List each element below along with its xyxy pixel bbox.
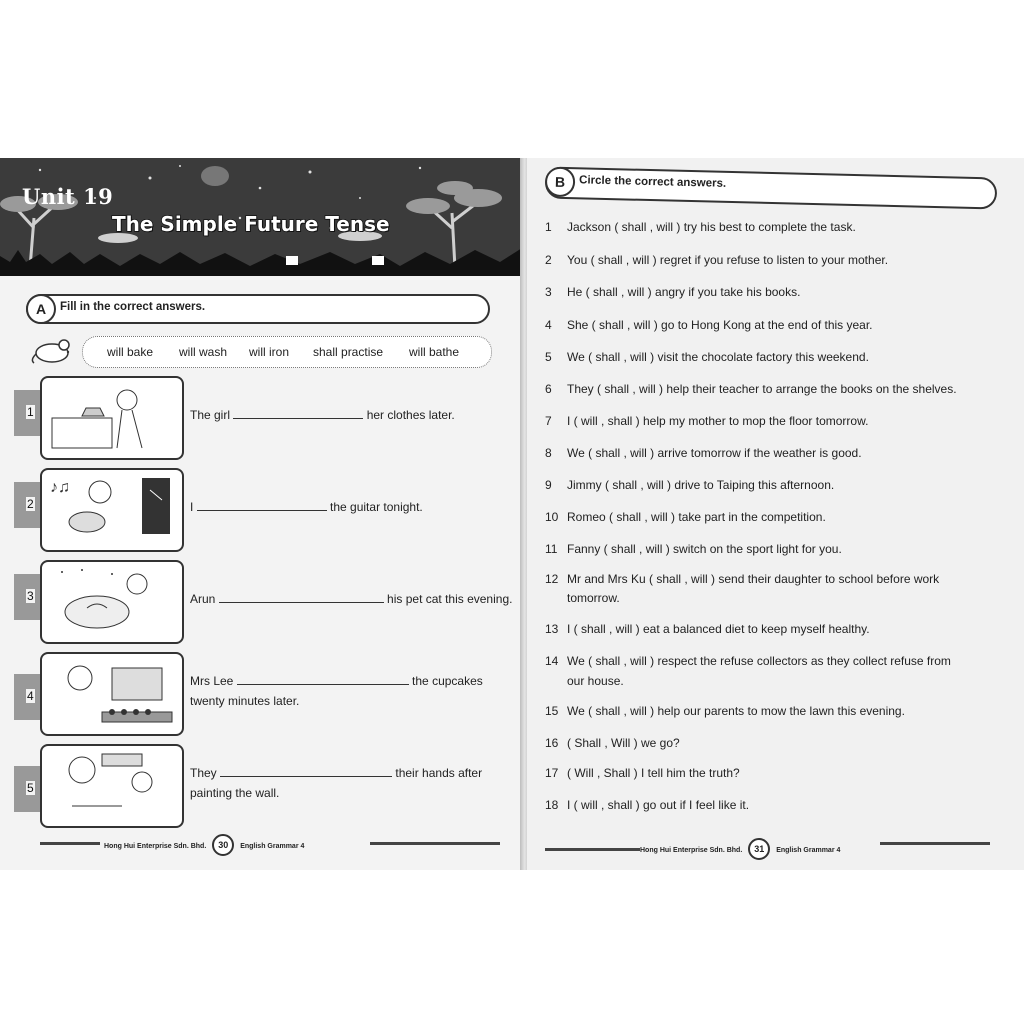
question-item [545,798,749,812]
question-number: 9 [545,478,552,492]
question-text: They ( shall , will ) help their teacher to arrange the books on the shelves. [567,382,957,396]
exercise-sentence [190,766,482,780]
question-text: We ( shall , will ) help our parents to mow the lawn this evening. [567,704,905,718]
word-bank-item: will wash [179,345,228,359]
question-number: 7 [545,414,552,428]
sentence-start: I [190,500,194,514]
question-text-line2: our house. [567,674,624,688]
question-item [545,220,856,234]
exercise-number: 4 [27,689,34,703]
exercise-number: 5 [27,781,34,795]
question-item [545,704,905,718]
sentence-start: Mrs Lee [190,674,234,688]
question-item [545,654,951,668]
answer-blank[interactable] [197,500,327,511]
word-bank [82,336,492,368]
question-item [545,318,873,332]
exercise-sentence-line2: painting the wall. [190,786,280,800]
girl-ironing-illustration [40,376,184,460]
question-item [545,736,680,750]
exercise-sentence [190,408,455,422]
sentence-end: the cupcakes [412,674,483,688]
question-number: 10 [545,510,559,524]
unit-banner [0,158,522,276]
question-number: 15 [545,704,559,718]
question-number: 3 [545,285,552,299]
question-text: I ( shall , will ) eat a balanced diet to keep myself healthy. [567,622,870,636]
answer-blank[interactable] [220,766,392,777]
word-bank-item: shall practise [313,345,384,359]
question-number: 14 [545,654,559,668]
question-text: ( Shall , Will ) we go? [567,736,680,750]
question-number: 1 [545,220,552,234]
word-bank-item: will bake [107,345,154,359]
answer-blank[interactable] [237,674,409,685]
question-item [545,572,939,586]
question-text: Mr and Mrs Ku ( shall , will ) send their daughter to school before work [567,572,940,586]
footer-rule [370,842,500,845]
left-page [0,158,522,870]
exercise-number: 3 [27,589,34,603]
question-item [545,542,842,556]
exercise-sentence [190,592,512,606]
question-item [545,285,800,299]
question-text: We ( shall , will ) visit the chocolate factory this weekend. [567,350,869,364]
boy-bathing-cat-illustration [40,560,184,644]
word-bank-item: will bathe [409,345,460,359]
section-a-header [26,294,490,324]
mouse-icon [30,338,80,364]
section-a-badge: A [26,294,56,324]
question-text: He ( shall , will ) angry if you take his books. [567,285,801,299]
page-number: 31 [748,838,770,860]
question-item [545,622,870,636]
footer-publisher: Hong Hui Enterprise Sdn. Bhd. [640,847,743,854]
question-item [545,414,868,428]
woman-baking-illustration [40,652,184,736]
question-text: I ( will , shall ) go out if I feel like it. [567,798,750,812]
question-number: 6 [545,382,552,396]
question-number: 8 [545,446,552,460]
answer-blank[interactable] [219,592,384,603]
question-text: ( Will , Shall ) I tell him the truth? [567,766,740,780]
question-text: You ( shall , will ) regret if you refuse to listen to your mother. [567,253,889,267]
boy-guitar-illustration [40,468,184,552]
section-b-instruction: Circle the correct answers. [578,174,727,190]
question-item [545,446,862,460]
sentence-start: Arun [190,592,216,606]
question-text: We ( shall , will ) respect the refuse collectors as they collect refuse from [567,654,951,668]
lesson-title: The Simple Future Tense [112,212,390,236]
question-number: 18 [545,798,559,812]
question-item [545,350,869,364]
exercise-number: 1 [27,405,34,419]
sentence-start: The girl [190,408,231,422]
question-text: She ( shall , will ) go to Hong Kong at the end of this year. [567,318,873,332]
question-text: We ( shall , will ) arrive tomorrow if the weather is good. [567,446,862,460]
sentence-start: They [190,766,217,780]
question-text-line2: tomorrow. [567,591,620,605]
exercise-sentence [190,500,423,514]
question-number: 11 [545,542,558,556]
svg-text:♪♫: ♪♫ [50,479,70,496]
question-item [545,382,957,396]
footer-rule [880,842,990,845]
question-item [545,510,826,524]
footer-rule [40,842,100,845]
question-text: I ( will , shall ) help my mother to mop the floor tomorrow. [567,414,869,428]
question-item [545,478,834,492]
answer-blank[interactable] [233,408,363,419]
word-bank-item: will iron [249,345,290,359]
sentence-end: his pet cat this evening. [387,592,513,606]
question-text: Jimmy ( shall , will ) drive to Taiping this afternoon. [567,478,835,492]
question-item [545,253,888,267]
question-number: 12 [545,572,559,586]
exercise-number: 2 [27,497,34,511]
sentence-end: their hands after [395,766,483,780]
footer-book: English Grammar 4 [240,843,305,850]
question-item [545,766,740,780]
question-number: 17 [545,766,559,780]
question-number: 4 [545,318,552,332]
sentence-end: her clothes later. [366,408,455,422]
footer [640,838,840,860]
children-washing-hands-illustration [40,744,184,828]
question-number: 13 [545,622,559,636]
footer-rule [545,848,640,851]
question-number: 5 [545,350,552,364]
question-text: Jackson ( shall , will ) try his best to complete the task. [567,220,856,234]
question-text: Fanny ( shall , will ) switch on the sport light for you. [567,542,842,556]
question-text: Romeo ( shall , will ) take part in the competition. [567,510,826,524]
book-spread [0,158,1024,870]
section-a-instruction: Fill in the correct answers. [60,301,206,313]
page-number: 30 [212,834,234,856]
exercise-sentence [190,674,483,688]
question-number: 2 [545,253,552,267]
question-number: 16 [545,736,559,750]
exercise-sentence-line2: twenty minutes later. [190,694,300,708]
unit-title: Unit 19 [22,184,114,209]
section-b-badge: B [545,166,576,197]
sentence-end: the guitar tonight. [330,500,423,514]
footer [104,834,304,856]
footer-publisher: Hong Hui Enterprise Sdn. Bhd. [104,843,207,850]
footer-book: English Grammar 4 [776,847,841,854]
